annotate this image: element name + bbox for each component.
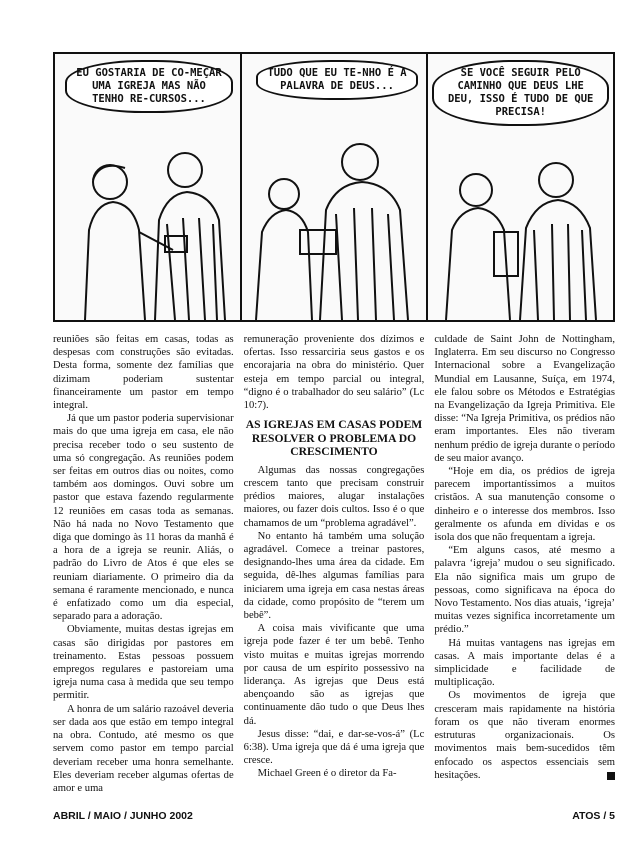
paragraph: Algumas das nossas congregações crescem tanto que precisam construir prédios maiores, alugar instalações maiores, ou fazer dois cultos. Isso é o que chamamos de um “problema agradável”. bbox=[243, 464, 425, 529]
comic-panel-2 bbox=[242, 54, 429, 320]
paragraph: culdade de Saint John de Nottingham, Inglaterra. Em seu discurso no Congresso Internacional sobre a Evangelização Mundial em Lausanne, Suíça, em 1974, ele falou sobre os Métodos e Estratégias na Evangelização da Igreja Primitiva. Ele disse: “Na Igreja Primitiva, os prédios não eram importantes. Eles não tiveram nenhum prédio de igreja durante o período de seu maior avanço. bbox=[434, 334, 616, 464]
comic-panel-1 bbox=[55, 54, 242, 320]
paragraph: “Em alguns casos, até mesmo a palavra ‘igreja’ mudou o seu significado. Ela não significa mais um grupo de pessoas, como significava na época do Novo Testamento. Nos dias atuais, ‘igreja’ muitas vezes significa incorretamente um prédio.” bbox=[434, 545, 616, 636]
page-number: ATOS / 5 bbox=[572, 810, 615, 822]
paragraph: reuniões são feitas em casas, todas as despesas com construções são evitadas. Desta forma, somente dez famílias que dizimam poderiam sustentar financeiramente um pastor em tempo integral. bbox=[53, 334, 234, 412]
comic-figures-3 bbox=[428, 120, 613, 320]
paragraph: A coisa mais vivificante que uma igreja pode fazer é ter um bebê. Tenho visto muitas e muitas igrejas morrendo por causa de um espírito possessivo na liderança. As igrejas que Deus está abençoando são as igrejas que continuamente dão tudo o que Deus lhes dá. bbox=[243, 623, 425, 727]
end-of-article-mark bbox=[607, 772, 615, 780]
section-heading: AS IGREJAS EM CASAS PODEM RESOLVER O PROBLEMA DO CRESCIMENTO bbox=[245, 418, 423, 459]
comic-panel-3 bbox=[428, 54, 613, 320]
article-body bbox=[53, 333, 615, 803]
issue-date: ABRIL / MAIO / JUNHO 2002 bbox=[53, 810, 193, 822]
paragraph: Obviamente, muitas destas igrejas em casas são dirigidas por pastores em treinamento. Estas pessoas possuem empregos regulares e pastoreiam uma igreja numa casa à medida que seu tempo permitir. bbox=[53, 624, 234, 702]
article-column-2 bbox=[244, 333, 425, 803]
paragraph: Michael Green é o diretor da Fa- bbox=[257, 768, 397, 780]
paragraph: Há muitas vantagens nas igrejas em casas. A mais importante delas é a simplicidade e facilidade de multiplicação. bbox=[434, 637, 616, 689]
paragraph: “Hoje em dia, os prédios de igreja parecem importantíssimos a muitos cristãos. A sua manutenção consome o dinheiro e o interesse dos membros. Isso geralmente os afunda em dívidas e os isola dos que não frequentam a igreja. bbox=[434, 466, 616, 544]
speech-bubble-1: EU GOSTARIA DE CO-MEÇAR UMA IGREJA MAS NÃO TENHO RE-CURSOS... bbox=[65, 60, 233, 113]
speech-bubble-3: SE VOCÊ SEGUIR PELO CAMINHO QUE DEUS LHE DEU, ISSO É TUDO DE QUE PRECISA! bbox=[432, 60, 609, 126]
paragraph: A honra de um salário razoável deveria ser dada aos que estão em tempo integral na obra. Contudo, até mesmo os que servem como pastor em tempo parcial deveriam receber uma honra semelhante. Eles deveriam receber algumas ofertas de amor e uma bbox=[53, 703, 234, 794]
paragraph: Jesus disse: “dai, e dar-se-vos-á” (Lc 6:38). Uma igreja que dá é uma igreja que cresce. bbox=[243, 728, 425, 767]
paragraph: No entanto há também uma solução agradável. Comece a treinar pastores, designando-lhes uma área da cidade. Em seguida, dê-lhes algumas famílias para iniciarem uma igreja em casa nestas áreas da cidade, como propósito de “terem um bebê”. bbox=[243, 530, 425, 621]
paragraph: Já que um pastor poderia supervisionar mais do que uma igreja em casa, ele não precisa receber todo o seu sustento de uma só congregação. As reuniões podem ser feitas em outros dias ou noites, como também aos domingos. Ouvi sobre um pastor que estava fazendo regularmente 12 reuniões em casas toda as semanas. Não há nada no Novo Testamento que diga que domingo às 11 horas da manhã é a hora de a igreja se reunir. Aliás, o padrão do Livro de Atos é que eles se reuniam diariamente. O primeiro dia da semana é raramente mencionado, e nunca é enfatizado como um dia especial, separado para a adoração. bbox=[53, 413, 234, 623]
comic-figures-2 bbox=[242, 120, 428, 320]
paragraph-text: Os movimentos de igreja que cresceram mais rapidamente na história foram os que não tiveram enormes estruturas organizacionais. Os movimentos mais bem-sucedidos têm enfocado os aspectos essenciais sem hesitações. bbox=[434, 690, 616, 781]
comic-figures-1 bbox=[55, 120, 241, 320]
article-column-1 bbox=[53, 333, 234, 803]
paragraph bbox=[434, 689, 615, 781]
comic-strip bbox=[53, 52, 615, 322]
paragraph: remuneração proveniente dos dízimos e ofertas. Isso ressarciria seus gastos e os encorajaria na obra do ministério. Quer esteja em tempo parcial ou integral, “digno é o trabalhador do seu salário” (Lc 10:7). bbox=[243, 334, 425, 412]
article-column-3 bbox=[434, 333, 615, 803]
speech-bubble-2: TUDO QUE EU TE-NHO É A PALAVRA DE DEUS... bbox=[256, 60, 419, 100]
